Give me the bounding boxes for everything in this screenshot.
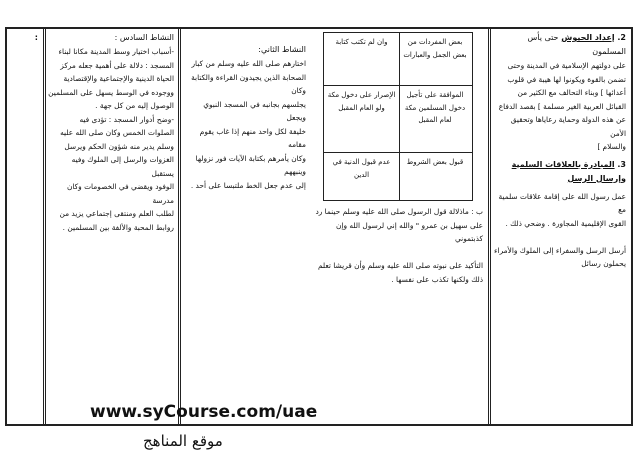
activity-two-line: وكان يأمرهم بكتابة الآيات فور نزولها وينبههم — [195, 153, 306, 176]
question-b-line-1: على سهيل بن عمرو " والله إني لرسول الله وإن كذبتموني — [335, 220, 483, 243]
activity-two-line: اختارهم صلى الله عليه وسلم من كبار — [191, 59, 306, 68]
column-divider — [178, 29, 181, 424]
activity-six-line: الحياة الدينية والإجتماعية والإقتصادية — [63, 74, 174, 83]
activity-two-line: إلى عدم جعل الخط ملتبسا على أحد . — [190, 180, 306, 190]
activity-six-line: -وضح أدوار المسجد : تؤدى فيه — [79, 114, 174, 124]
item-3-line-2 — [494, 230, 626, 244]
item-3-line-1: القوى الإقليمية المجاورة . وضحي ذلك . — [505, 218, 626, 228]
watermark-url: www.syCourse.com/uae — [90, 402, 318, 422]
table-cell-left: وان لم تكتب كتابة — [335, 38, 388, 46]
activity-six-line: وسلم يدير منه شؤون الحكم ويرسل — [64, 141, 174, 151]
activity-two-line: خليفة لكل واحد منهم إذا غاب يقوم مقامه — [199, 126, 306, 149]
item-3-line-0: عمل رسول الله على إقامة علاقات سلمية مع — [498, 191, 626, 214]
item-3-line-3: أرسل الرسل والسفراء إلى الملوك والأمراء — [494, 245, 626, 255]
activity-six-line: المسجد : دلالة على أهمية جعله مركز — [60, 60, 174, 70]
item-2-line-3: أعدائها ] وبناء التحالف مع الكثير من — [517, 88, 626, 97]
item-3-heading — [494, 158, 626, 186]
answer-b-line-0: التأكيد على نبوته صلى الله عليه وسلم وأن قريشا تعلم — [317, 261, 483, 270]
item-3-line-4: يحملون رسائل — [581, 259, 626, 268]
activity-six-line: الوفود ويقضي في الخصومات وكان مدرسة — [66, 182, 174, 205]
activity-six-title: النشاط السادس : — [114, 33, 174, 42]
table-cell-left: عدم قبول الدنية في الدين — [332, 158, 391, 179]
activity-two-line: يجلسهم بجانبه في المسجد النبوي ويجعل — [203, 99, 306, 122]
question-b-line-0: ب : ماذلالة قول الرسول صلى الله عليه وسلم حينما رد — [315, 207, 483, 216]
table-row — [324, 153, 472, 200]
empty-column-colon: : — [34, 33, 38, 42]
comparison-table — [323, 32, 473, 201]
column-question-b — [312, 205, 486, 424]
column-activities-main — [490, 29, 631, 424]
activity-six-line: الغزوات والرسل إلى الملوك وفيه يستقبل — [71, 155, 174, 178]
answer-b-line-1: ذلك ولكنها تكذب على نفسها . — [391, 274, 483, 284]
table-cell-left: الإصرار على دخول مكة ولو العام المقبل — [327, 91, 396, 112]
activity-six-line: روابط المحبة والألفة بين المسلمين . — [62, 222, 174, 232]
question-b-line-2 — [315, 246, 483, 260]
item-2-heading — [494, 31, 626, 59]
item-2-line-0: حتى يأس المسلمون — [527, 33, 626, 56]
item-3-title: المبادرة بالعلاقات السلمية وإرسال الرسل — [511, 159, 626, 183]
item-2-line-2: تضمن بالقوة ويكونوا لها هيبة في قلوب — [507, 74, 626, 84]
site-name: موقع المناهج — [143, 432, 223, 450]
item-2-line-5: عن هذه الدولة وحماية رعاياها وتحقيق الأمن — [510, 115, 626, 138]
activity-six-line: ووجوده في الوسط يسهل على المسلمين — [48, 87, 174, 97]
activity-six-line: الصلوات الخمس وكان صلى الله عليه — [60, 128, 174, 137]
activity-two-title: النشاط الثاني: — [258, 45, 306, 54]
activity-six-line: -أسباب اختيار وسط المدينة مكانا لبناء — [58, 47, 174, 56]
table-row — [324, 86, 472, 153]
table-cell-right: بعض المفردات من بعض الجمل والعبارات — [403, 38, 467, 59]
activity-six-line: الوصول إليه من كل جهة . — [95, 101, 174, 110]
item-3-number: 3. — [617, 159, 626, 169]
activity-two-line: الصحابة الذين يجيدون القراءة والكتابة وكان — [191, 72, 306, 95]
column-activity-six — [45, 29, 178, 424]
item-2-line-1: على دولتهم الإسلامية في المدينة وحتى — [507, 61, 626, 70]
column-divider — [43, 29, 46, 424]
item-2-number: 2. — [617, 33, 626, 42]
column-empty — [7, 29, 42, 424]
column-activity-two — [180, 29, 310, 424]
column-divider — [488, 29, 491, 424]
table-cell-right: الموافقة على تأجيل دخول المسلمين مكة لعام المقبل — [404, 91, 466, 124]
worksheet-frame — [5, 27, 633, 426]
item-2-line-4: القبائل العربية الغير مسلمة ] بقصد الدفاع — [498, 101, 626, 111]
table-row — [324, 33, 472, 86]
item-2-line-6: والسلام ] — [597, 142, 626, 151]
item-2-title: إعداد الجيوش — [561, 33, 615, 42]
table-cell-right: قبول بعض الشروط — [406, 158, 464, 166]
activity-six-line: لطلب العلم ومنتقى إجتماعي يزيد من — [59, 209, 174, 218]
